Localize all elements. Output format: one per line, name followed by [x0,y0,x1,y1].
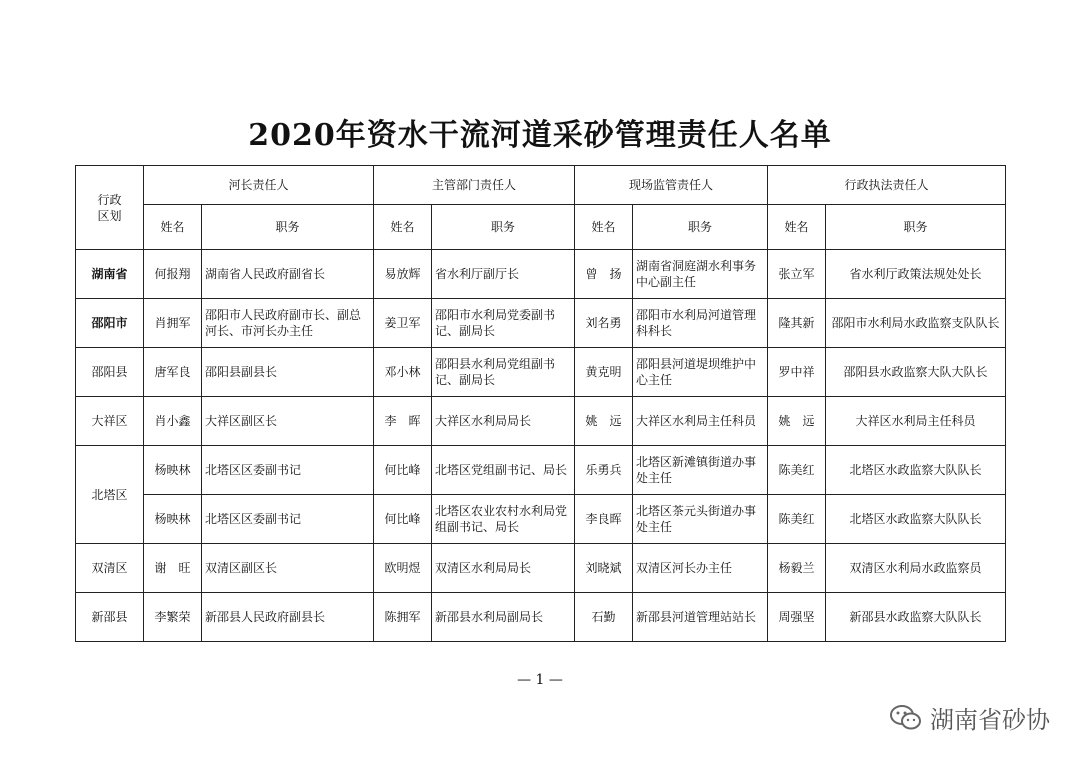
table-row [76,593,1006,642]
job-title-cell: 邵阳县河道堤坝维护中心主任 [633,348,768,397]
job-title-cell: 双清区水利局水政监察员 [826,544,1006,593]
job-title-cell: 大祥区副区长 [202,397,374,446]
watermark [890,700,1050,735]
person-name-cell: 石勤 [575,593,633,642]
person-name-cell: 张立军 [768,250,826,299]
job-title-cell: 新邵县水政监察大队队长 [826,593,1006,642]
person-name-cell: 姜卫军 [374,299,432,348]
job-title-cell: 北塔区茶元头街道办事处主任 [633,495,768,544]
person-name-cell: 唐军良 [144,348,202,397]
job-title-cell: 新邵县河道管理站站长 [633,593,768,642]
person-name-cell: 陈拥军 [374,593,432,642]
job-header: 职务 [633,205,768,250]
person-name-cell: 杨映林 [144,495,202,544]
job-title-cell: 大祥区水利局主任科员 [826,397,1006,446]
job-header: 职务 [202,205,374,250]
job-title-cell: 邵阳市水利局党委副书记、副局长 [432,299,575,348]
job-title-cell: 双清区水利局局长 [432,544,575,593]
page-number: — 1 — [517,672,563,688]
person-name-cell: 欧明煜 [374,544,432,593]
job-title-cell: 邵阳县水政监察大队大队长 [826,348,1006,397]
person-name-cell: 杨映林 [144,446,202,495]
person-name-cell: 李繁荣 [144,593,202,642]
job-title-cell: 双清区副区长 [202,544,374,593]
person-name-cell: 易放辉 [374,250,432,299]
job-title-cell: 邵阳市水利局河道管理科科长 [633,299,768,348]
person-name-cell: 肖小鑫 [144,397,202,446]
person-name-cell: 杨毅兰 [768,544,826,593]
person-name-cell: 刘晓斌 [575,544,633,593]
table-row [76,348,1006,397]
person-name-cell: 李 晖 [374,397,432,446]
person-name-cell: 邓小林 [374,348,432,397]
job-title-cell: 新邵县人民政府副县长 [202,593,374,642]
job-title-cell: 省水利厅政策法规处处长 [826,250,1006,299]
document-title: 2020年资水干流河道采砂管理责任人名单 [248,118,832,153]
person-name-cell: 乐勇兵 [575,446,633,495]
job-title-cell: 北塔区区委副书记 [202,446,374,495]
job-title-cell: 大祥区水利局主任科员 [633,397,768,446]
job-title-cell: 北塔区新滩镇街道办事处主任 [633,446,768,495]
job-title-cell: 邵阳市水利局水政监察支队队长 [826,299,1006,348]
person-name-cell: 陈美红 [768,495,826,544]
table-row [76,495,1006,544]
job-title-cell: 北塔区党组副书记、局长 [432,446,575,495]
table-row [76,446,1006,495]
person-name-cell: 周强坚 [768,593,826,642]
person-name-cell: 曾 扬 [575,250,633,299]
table-row [76,397,1006,446]
group-header-supervision: 现场监管责任人 [575,166,768,205]
person-name-cell: 姚 远 [768,397,826,446]
person-name-cell: 姚 远 [575,397,633,446]
watermark-text: 湖南省砂协 [930,706,1050,734]
name-header: 姓名 [374,205,432,250]
person-name-cell: 陈美红 [768,446,826,495]
job-title-cell: 新邵县水利局副局长 [432,593,575,642]
job-title-cell: 北塔区水政监察大队队长 [826,446,1006,495]
job-title-cell: 省水利厅副厅长 [432,250,575,299]
wechat-icon [890,704,922,732]
job-header: 职务 [826,205,1006,250]
person-name-cell: 谢 旺 [144,544,202,593]
job-title-cell: 邵阳县水利局党组副书记、副局长 [432,348,575,397]
region-cell: 大祥区 [76,397,144,446]
person-name-cell: 刘名勇 [575,299,633,348]
person-name-cell: 肖拥军 [144,299,202,348]
job-title-cell: 北塔区区委副书记 [202,495,374,544]
region-cell: 双清区 [76,544,144,593]
table-row [76,250,1006,299]
region-header: 行政 区划 [76,166,144,250]
responsibility-table [75,165,1006,642]
name-header: 姓名 [144,205,202,250]
region-cell: 邵阳县 [76,348,144,397]
region-cell: 新邵县 [76,593,144,642]
name-header: 姓名 [768,205,826,250]
region-cell: 邵阳市 [76,299,144,348]
group-header-department: 主管部门责任人 [374,166,575,205]
job-header: 职务 [432,205,575,250]
name-header: 姓名 [575,205,633,250]
job-title-cell: 北塔区农业农村水利局党组副书记、局长 [432,495,575,544]
person-name-cell: 李良晖 [575,495,633,544]
table-row [76,544,1006,593]
person-name-cell: 何比峰 [374,446,432,495]
job-title-cell: 双清区河长办主任 [633,544,768,593]
person-name-cell: 黄克明 [575,348,633,397]
group-header-enforcement: 行政执法责任人 [768,166,1006,205]
job-title-cell: 湖南省人民政府副省长 [202,250,374,299]
job-title-cell: 湖南省洞庭湖水利事务中心副主任 [633,250,768,299]
region-cell: 北塔区 [76,446,144,544]
group-header-river-chief: 河长责任人 [144,166,374,205]
person-name-cell: 何报翔 [144,250,202,299]
table-row [76,299,1006,348]
job-title-cell: 邵阳市人民政府副市长、副总河长、市河长办主任 [202,299,374,348]
person-name-cell: 罗中祥 [768,348,826,397]
person-name-cell: 何比峰 [374,495,432,544]
job-title-cell: 邵阳县副县长 [202,348,374,397]
job-title-cell: 北塔区水政监察大队队长 [826,495,1006,544]
region-cell: 湖南省 [76,250,144,299]
job-title-cell: 大祥区水利局局长 [432,397,575,446]
person-name-cell: 隆其新 [768,299,826,348]
